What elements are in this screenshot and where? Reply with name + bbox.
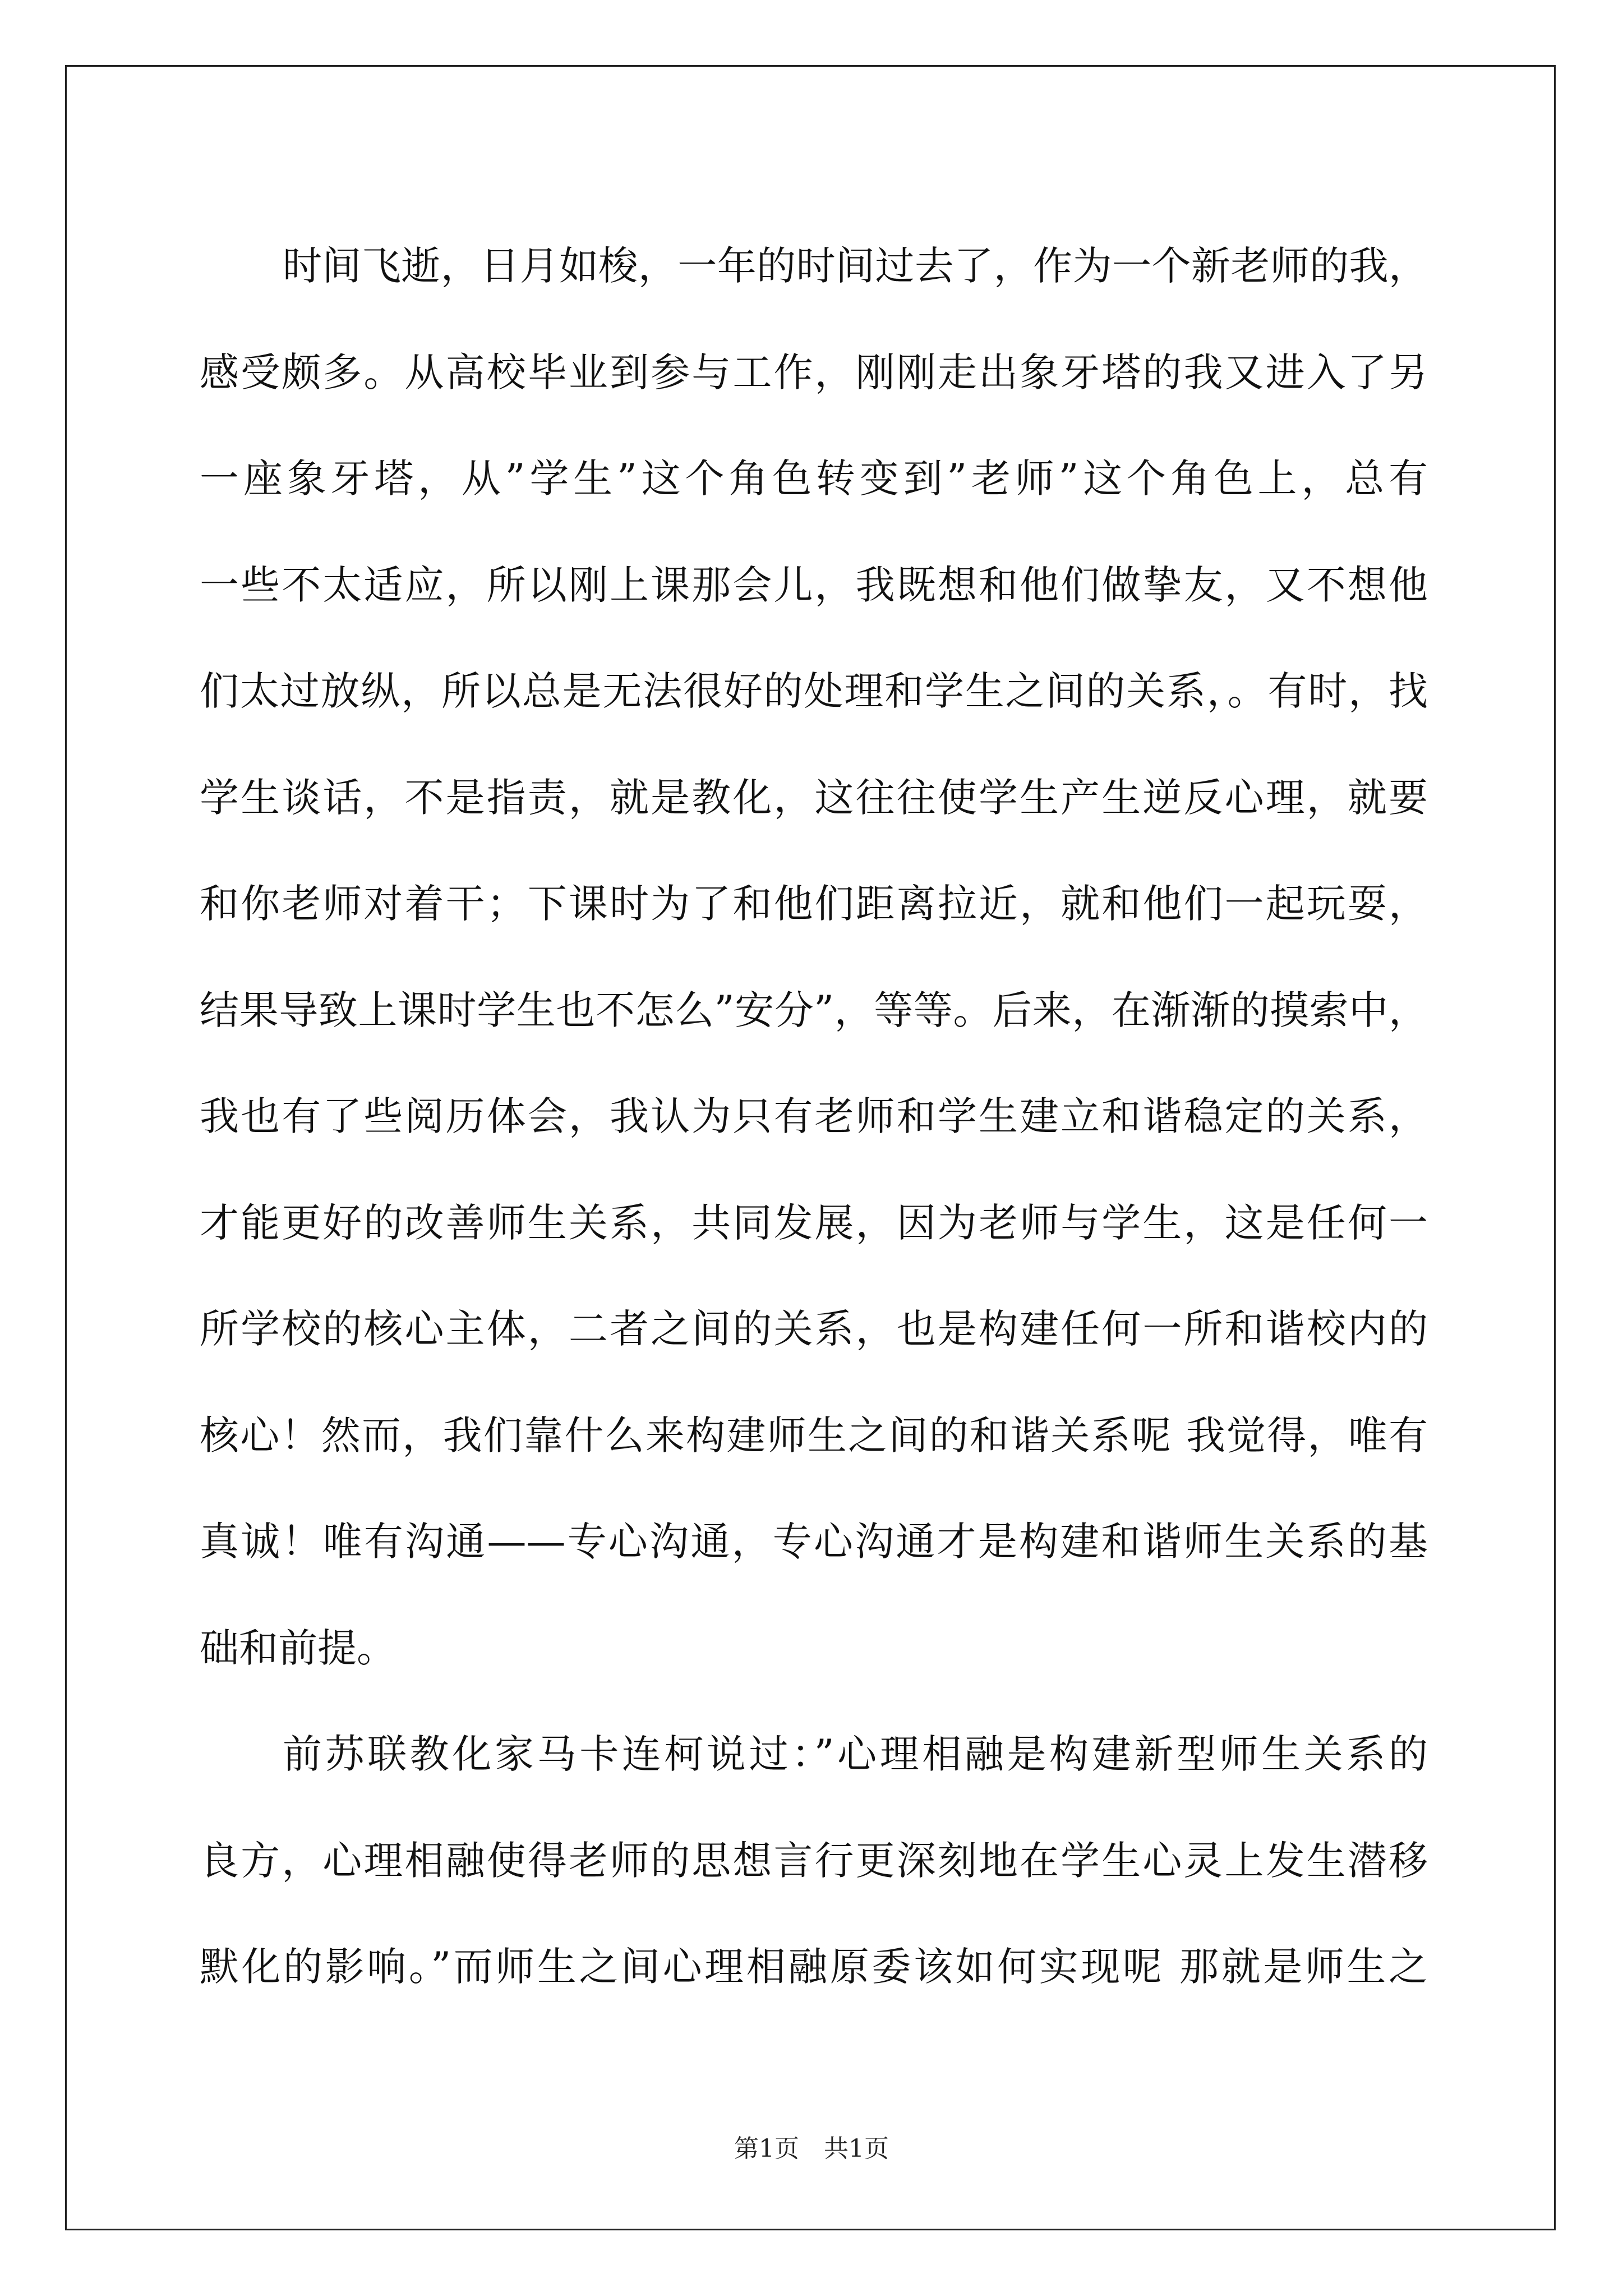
paragraph-1-line-12: 核心！然而，我们靠什么来构建师生之间的和谐关系呢 我觉得，唯有 <box>200 1412 1428 1458</box>
paragraph-2-line-3: 默化的影响。”而师生之间心理相融原委该如何实现呢 那就是师生之 <box>200 1944 1428 1990</box>
paragraph-1-line-14: 础和前提。 <box>200 1625 396 1671</box>
paragraph-1-line-13: 真诚！唯有沟通——专心沟通，专心沟通才是构建和谐师生关系的基 <box>200 1519 1428 1565</box>
paragraph-1-line-1: 时间飞逝，日月如梭，一年的时间过去了，作为一个新老师的我， <box>283 243 1428 289</box>
paragraph-1-line-8: 结果导致上课时学生也不怎么”安分”，等等。后来，在渐渐的摸索中， <box>200 987 1428 1033</box>
paragraph-1-line-5: 们太过放纵，所以总是无法很好的处理和学生之间的关系，。有时，找 <box>200 668 1428 714</box>
paragraph-1-line-2: 感受颇多。从高校毕业到参与工作，刚刚走出象牙塔的我又进入了另 <box>200 349 1428 395</box>
paragraph-1-line-6: 学生谈话，不是指责，就是教化，这往往使学生产生逆反心理，就要 <box>200 774 1428 821</box>
page-footer: 第1页 共1页 <box>734 2134 889 2163</box>
paragraph-1-line-3: 一座象牙塔，从”学生”这个角色转变到”老师”这个角色上，总有 <box>200 455 1428 501</box>
paragraph-1-line-7: 和你老师对着干；下课时为了和他们距离拉近，就和他们一起玩耍， <box>200 881 1428 927</box>
paragraph-1-line-10: 才能更好的改善师生关系，共同发展，因为老师与学生，这是任何一 <box>200 1199 1428 1246</box>
paragraph-2-line-1: 前苏联教化家马卡连柯说过：”心理相融是构建新型师生关系的 <box>283 1731 1428 1777</box>
paragraph-2-line-2: 良方，心理相融使得老师的思想言行更深刻地在学生心灵上发生潜移 <box>200 1837 1428 1884</box>
paragraph-1-line-4: 一些不太适应，所以刚上课那会儿，我既想和他们做挚友，又不想他 <box>200 562 1428 608</box>
document-body <box>200 213 1428 2021</box>
paragraph-1-line-11: 所学校的核心主体，二者之间的关系，也是构建任何一所和谐校内的 <box>200 1306 1428 1352</box>
paragraph-1-line-9: 我也有了些阅历体会，我认为只有老师和学生建立和谐稳定的关系， <box>200 1093 1428 1139</box>
